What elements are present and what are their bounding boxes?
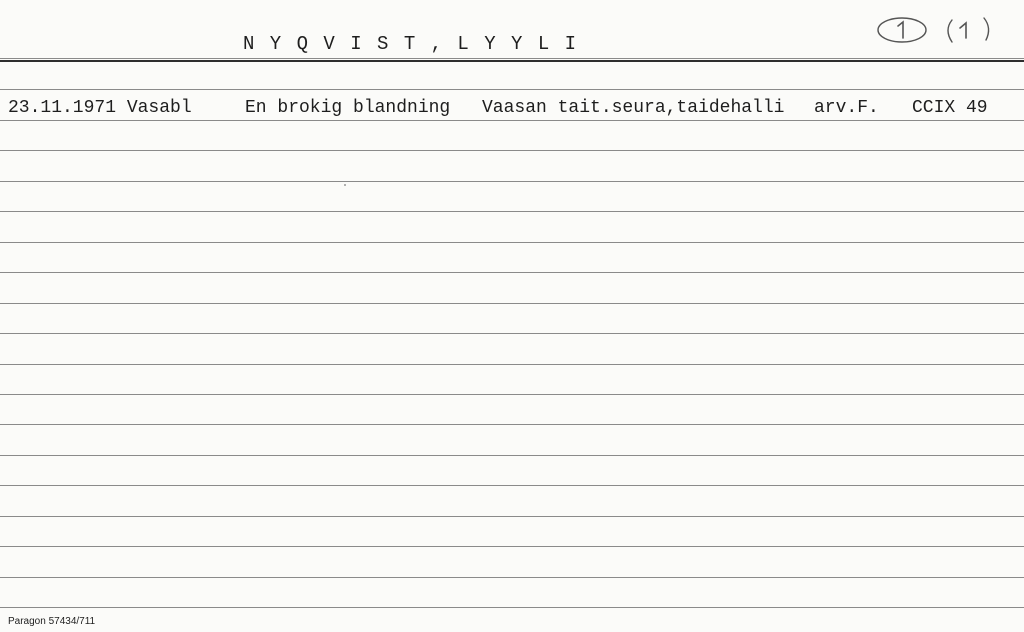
printer-mark: Paragon 57434/711 (8, 616, 96, 627)
rule (0, 607, 1024, 608)
paper-speck (344, 184, 346, 186)
rule (0, 455, 1024, 456)
rule (0, 546, 1024, 547)
rule (0, 577, 1024, 578)
rule (0, 272, 1024, 273)
handwritten-annotation (872, 10, 1002, 50)
card-heading-name: N Y Q V I S T , L Y Y L I (243, 33, 579, 55)
rule (0, 424, 1024, 425)
rule (0, 364, 1024, 365)
entry-title: En brokig blandning (245, 98, 451, 118)
entry-venue: Vaasan tait.seura,taidehalli (482, 98, 785, 118)
rule-heading (0, 60, 1024, 62)
rule (0, 181, 1024, 182)
rule (0, 485, 1024, 486)
entry-reference: CCIX 49 (912, 98, 988, 118)
rule-top (0, 58, 1024, 59)
rule (0, 394, 1024, 395)
rule (0, 333, 1024, 334)
rule (0, 303, 1024, 304)
rule (0, 211, 1024, 212)
entry-reviewer: arv.F. (814, 98, 879, 118)
entry-date-source: 23.11.1971 Vasabl (8, 98, 192, 118)
rule (0, 120, 1024, 121)
rule (0, 89, 1024, 90)
rule (0, 150, 1024, 151)
rule (0, 516, 1024, 517)
rule (0, 242, 1024, 243)
